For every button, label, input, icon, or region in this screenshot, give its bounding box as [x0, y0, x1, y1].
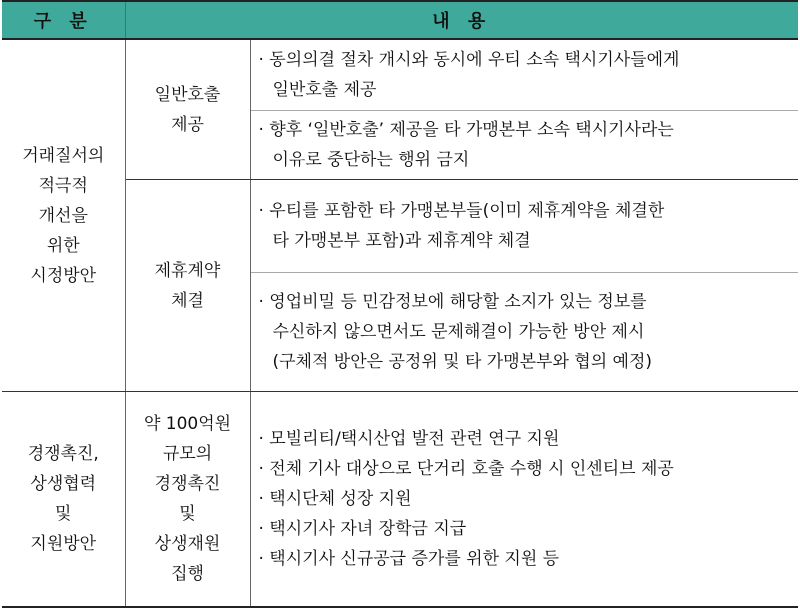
- policy-table: [2, 0, 798, 608]
- content-line: · 모빌리티/택시산업 발전 관련 연구 지원: [258, 429, 560, 449]
- sub-line: 체결: [171, 290, 204, 311]
- content-line: 일반호출 제공: [272, 80, 377, 100]
- content-cell: [250, 273, 798, 392]
- sub-line: 규모의: [162, 444, 213, 464]
- content-line: · 택시기사 신규공급 증가를 위한 지원 등: [258, 549, 560, 569]
- content-line: 타 가맹본부 포함)과 제휴계약 체결: [272, 231, 531, 251]
- content-line: · 영업비밀 등 민감정보에 해당할 소지가 있는 정보를: [258, 292, 647, 312]
- sub-line: 집행: [171, 564, 204, 584]
- label-line: 경쟁촉진,: [27, 444, 99, 464]
- content-cell: [250, 180, 798, 273]
- sub-line: 일반호출: [154, 84, 221, 105]
- content-cell: [250, 111, 798, 180]
- header-category: 구 분: [2, 1, 125, 39]
- section1-label: [2, 39, 125, 392]
- sub-line: 제공: [171, 114, 204, 135]
- label-line: 지원방안: [30, 534, 97, 554]
- label-line: 및: [55, 504, 72, 524]
- content-line: · 동의의결 절차 개시와 동시에 우티 소속 택시기사들에게: [258, 50, 680, 70]
- sub-partnership: [125, 180, 250, 392]
- sub-line: 상생재원: [154, 534, 221, 554]
- content-cell: [250, 39, 798, 111]
- section2-label: [2, 392, 125, 608]
- sub-line: 약 100억원: [143, 414, 232, 434]
- label-line: 적극적: [38, 175, 88, 196]
- content-cell: [250, 392, 798, 608]
- sub-line: 및: [179, 504, 196, 524]
- content-line: · 우티를 포함한 타 가맹본부들(이미 제휴계약을 체결한: [258, 201, 665, 221]
- label-line: 개선을: [38, 205, 88, 226]
- content-line: · 전체 기사 대상으로 단거리 호출 수행 시 인센티브 제공: [258, 459, 674, 479]
- content-line: · 택시단체 성장 지원: [258, 489, 412, 509]
- sub-general-call: [125, 39, 250, 180]
- header-content: 내 용: [125, 1, 798, 39]
- table-row: [2, 392, 798, 608]
- sub-funding: [125, 392, 250, 608]
- label-line: 거래질서의: [22, 145, 105, 166]
- sub-line: 제휴계약: [154, 260, 221, 281]
- content-line: 이유로 중단하는 행위 금지: [272, 150, 470, 170]
- content-line: · 택시기사 자녀 장학금 지급: [258, 519, 467, 539]
- table-header-row: [2, 1, 798, 39]
- content-line: · 향후 ‘일반호출’ 제공을 타 가맹본부 소속 택시기사라는: [258, 120, 674, 140]
- label-line: 상생협력: [30, 474, 97, 494]
- content-line: (구체적 방안은 공정위 및 타 가맹본부와 협의 예정): [272, 352, 653, 372]
- label-line: 시정방안: [30, 265, 97, 286]
- content-line: 수신하지 않으면서도 문제해결이 가능한 방안 제시: [272, 322, 645, 342]
- label-line: 위한: [46, 235, 80, 256]
- sub-line: 경쟁촉진: [154, 474, 221, 494]
- table-row: [2, 39, 798, 111]
